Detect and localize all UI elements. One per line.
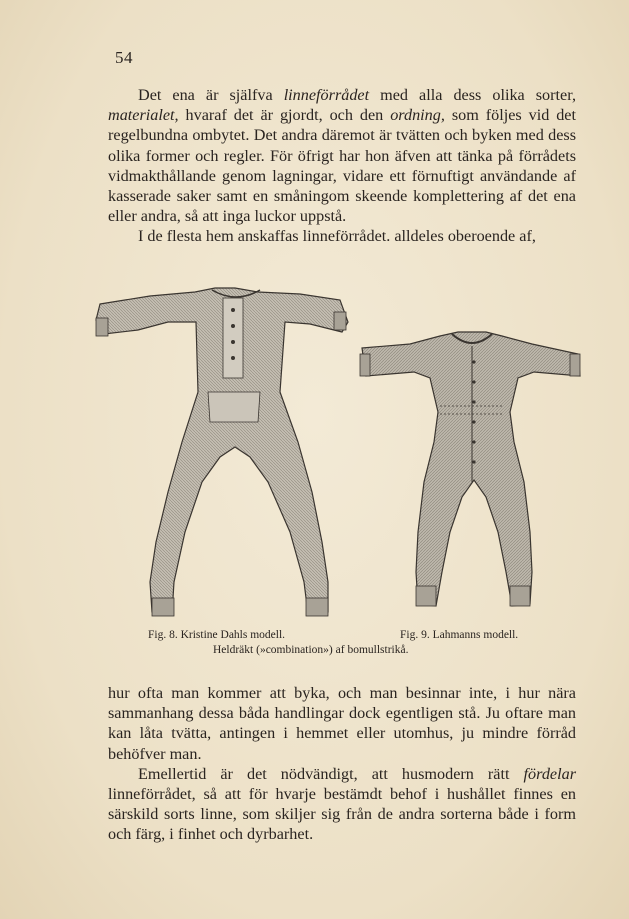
paragraph-ordning: Det ena är själfva linneförrådet med alla dess olika sorter, materialet, hvaraf det är gjordt, och den ordning, som följes vid det regelbundna ombytet. Det andra däremot är tvätten och byken med dess olika former och regler. För öfrigt har hon äfven att tänka på förrådets vidmakthållande genom lagningar, vidare ett förnuftigt användande af kasserade saker samt en småningom skeende komplettering af det ena eller andra, så att inga luckor uppstå.	[108, 86, 577, 226]
top-text-block	[108, 85, 576, 247]
paragraph-byka: hur ofta man kommer att byka, och man besinnar inte, i hur nära sammanhang dessa båda handlingar dock egentligen stå. Ju oftare man kan låta tvätta, antingen i hemmet eller utomhus, ju mindre förråd behöfver man.	[108, 684, 576, 763]
page-number: 54	[115, 48, 133, 67]
paragraph-hem: I de flesta hem anskaffas linneförrådet. alldeles oberoende af,	[138, 227, 536, 246]
figure-illustrations	[90, 282, 590, 627]
fig9-caption: Fig. 9. Lahmanns modell.	[400, 629, 519, 641]
fig8-caption: Fig. 8. Kristine Dahls modell.	[148, 629, 286, 641]
fig9-garment-icon	[360, 332, 580, 606]
bottom-text-block	[108, 683, 576, 845]
garment-illustrations	[90, 282, 590, 627]
paragraph-fordelar: Emellertid är det nödvändigt, att husmodern rätt fördelar linneförrådet, så att för hvarje bestämdt behof i hushållet finnes en särskild sorts linne, som skiljer sig från de andra sorterna både i form och färg, i finhet och dyrbarhet.	[108, 764, 576, 844]
fig8-garment-icon	[96, 288, 348, 616]
figure-main-caption: Heldräkt (»combination») af bomullstrikå.	[213, 644, 409, 656]
